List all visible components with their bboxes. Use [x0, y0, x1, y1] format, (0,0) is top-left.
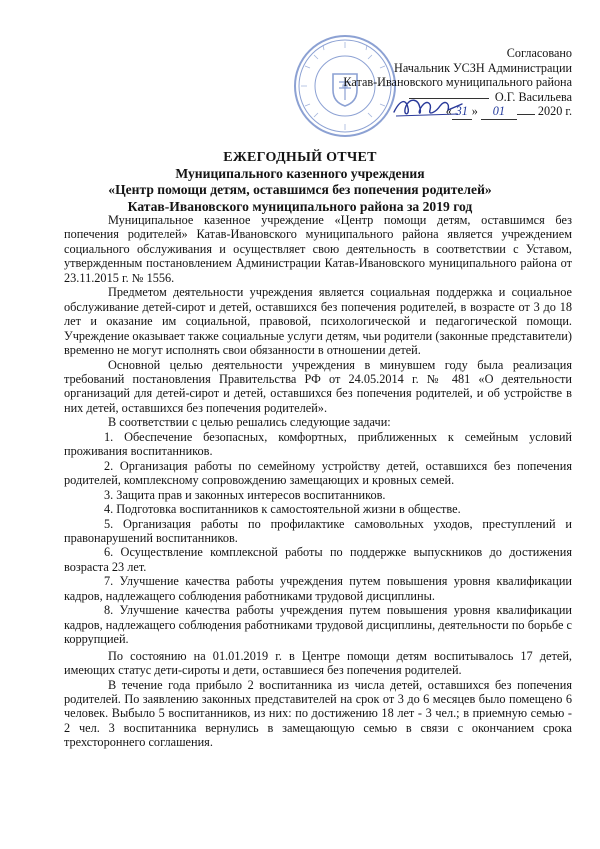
report-body	[64, 213, 572, 750]
approver-position: Начальник УСЗН Администрации	[394, 60, 572, 75]
report-subtitle-institution-type: Муниципального казенного учреждения	[175, 166, 425, 182]
report-title-block	[0, 150, 600, 215]
paragraph-subject: Предметом деятельности учреждения является социальная поддержка и социальное обслуживание детей-сирот и детей, оставшихся без попечения родителей, в возрасте от 3 до 18 лет и оказание им социальной, правовой, психологической и педагогической помощи. Учреждение оказывает также социальные услуги детям, чьи родители (законные представители) временно не могут исполнять свои обязанности в отношении детей.	[64, 285, 572, 358]
approval-date	[312, 104, 572, 120]
paragraph-goal: Основной целью деятельности учреждения в минувшем году была реализация требований постановления Правительства РФ от 24.05.2014 г. № 481 «О деятельности организаций для детей-сирот и детей, оставшихся без попечения родителей, и об устройстве в них детей, оставшихся без попечения родителей».	[64, 357, 572, 415]
date-year: 2020 г.	[537, 104, 572, 119]
approver-organization: Катав-Ивановского муниципального района	[343, 75, 572, 90]
task-item-5: 5. Организация работы по профилактике самовольных уходов, преступлений и правонарушений воспитанников.	[64, 516, 572, 545]
signer-name: О.Г. Васильева	[494, 89, 572, 104]
report-subtitle-district-year: Катав-Ивановского муниципального района за 2019 год	[127, 198, 473, 214]
approval-label: Согласовано	[506, 46, 572, 60]
paragraph-movement: В течение года прибыло 2 воспитанника из числа детей, оставшихся без попечения родителей. По заявлению законных представителей на срок от 3 до 6 месяцев было помещено 6 человек. Выбыло 5 воспитанников, из них: по достижению 18 лет - 3 чел.; в приемную семью - 2 чел. 3 воспитанника вернулись в замещающую семью в связи с окончанием срока трехстороннего соглашения.	[64, 677, 572, 750]
date-month: 01	[481, 104, 517, 120]
signature-underline	[409, 98, 489, 99]
report-subtitle-institution-name: «Центр помощи детям, оставшимся без попечения родителей»	[108, 182, 492, 198]
signature-line	[312, 90, 572, 105]
date-close-quote: »	[471, 104, 478, 119]
task-item-4: 4. Подготовка воспитанников к самостоятельной жизни в обществе.	[104, 502, 461, 517]
task-item-6: 6. Осуществление комплексной работы по поддержке выпускников до достижения возраста 23 лет.	[64, 545, 572, 574]
task-item-1: 1. Обеспечение безопасных, комфортных, приближенных к семейным условий проживания воспитанников.	[64, 429, 572, 459]
paragraph-intro: Муниципальное казенное учреждение «Центр помощи детям, оставшимся без попечения родителей» Катав-Ивановского муниципального района является учреждением социального обслуживания и осуществляет свою деятельность в соответствии с Уставом, утвержденным постановлением Администрации Катав-Ивановского муниципального района от 23.11.2015 г. № 1556.	[64, 213, 572, 285]
task-item-7: 7. Улучшение качества работы учреждения путем повышения уровня квалификации кадров, надлежащего соблюдения работниками трудовой дисциплины.	[64, 574, 572, 603]
paragraph-tasks-intro: В соответствии с целью решались следующие задачи:	[108, 415, 391, 430]
date-open-quote: «	[445, 104, 452, 119]
task-item-2: 2. Организация работы по семейному устройству детей, оставшихся без попечения родителей, комплексному сопровождению замещающих и кровных семей.	[64, 458, 572, 488]
date-day: 31	[452, 104, 472, 120]
task-item-3: 3. Защита прав и законных интересов воспитанников.	[104, 487, 386, 502]
date-underline	[517, 114, 535, 115]
paragraph-status-2019: По состоянию на 01.01.2019 г. в Центре помощи детям воспитывалось 17 детей, имеющих статус дети-сироты и дети, оставшиеся без попечения родителей.	[64, 648, 572, 678]
task-item-8: 8. Улучшение качества работы учреждения путем повышения уровня квалификации кадров, надлежащего соблюдения работниками трудовой дисциплины, деятельности по борьбе с коррупцией.	[64, 603, 572, 647]
report-title: ЕЖЕГОДНЫЙ ОТЧЕТ	[223, 150, 377, 165]
approval-block	[312, 46, 572, 120]
